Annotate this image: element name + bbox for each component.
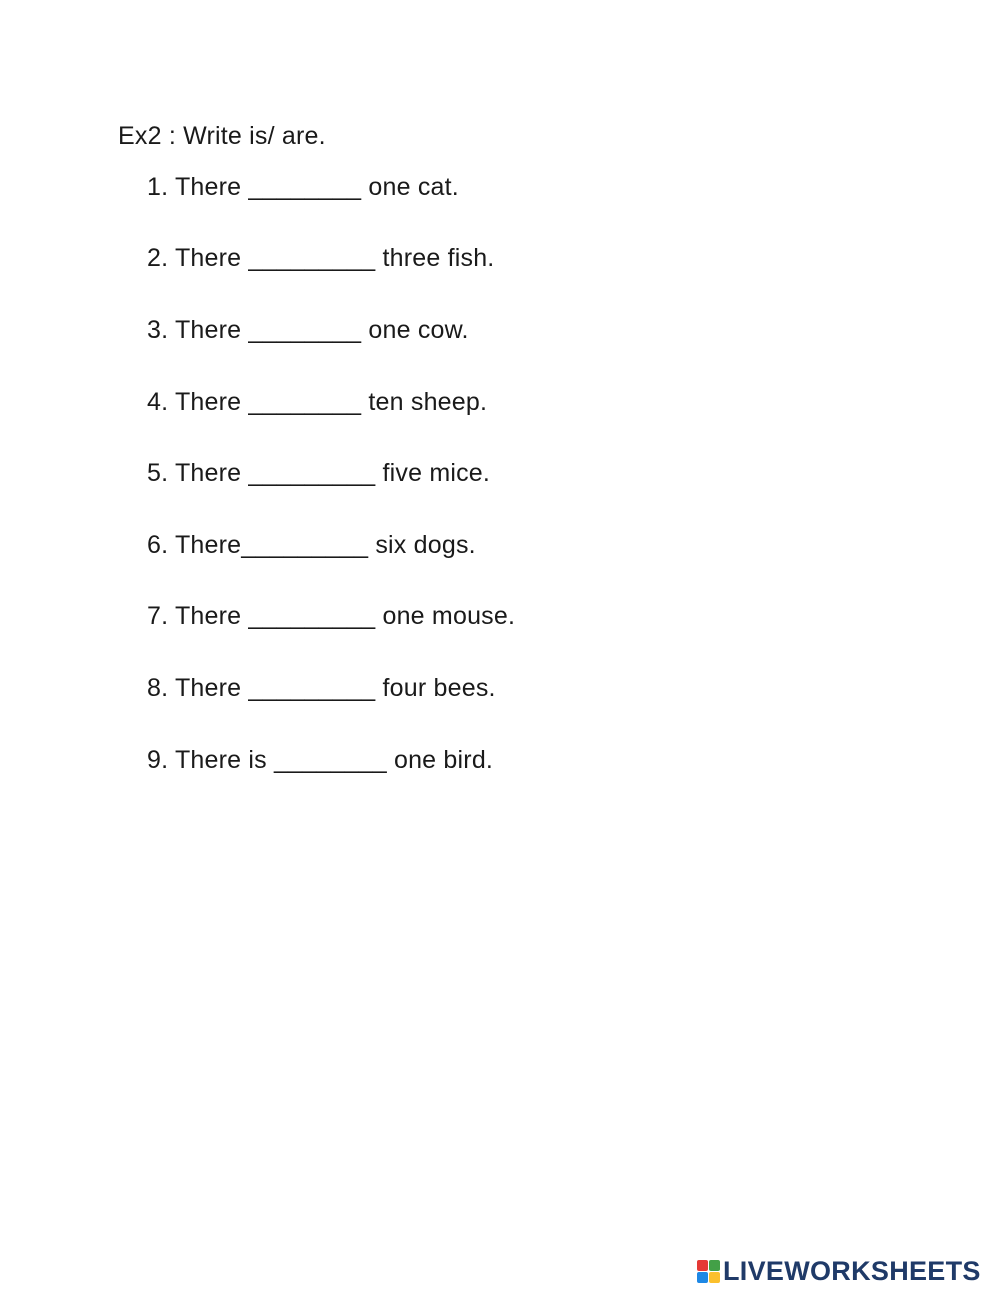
liveworksheets-logo-icon (697, 1260, 720, 1283)
logo-mark-green-square (709, 1260, 720, 1271)
exercise-item-5: 5. There _________ five mice. (147, 459, 491, 487)
exercise-item-6: 6. There_________ six dogs. (147, 531, 476, 559)
liveworksheets-logo (697, 1255, 981, 1287)
exercise-item-8: 8. There _________ four bees. (147, 674, 496, 702)
exercise-item-7: 7. There _________ one mouse. (147, 602, 516, 630)
logo-mark-yellow-square (709, 1272, 720, 1283)
logo-text: LIVEWORKSHEETS (723, 1256, 981, 1286)
exercise-item-9: 9. There is ________ one bird. (147, 746, 494, 774)
exercise-item-4: 4. There ________ ten sheep. (147, 388, 488, 416)
logo-mark-blue-square (697, 1272, 708, 1283)
exercise-item-3: 3. There ________ one cow. (147, 316, 469, 344)
exercise-heading: Ex2 : Write is/ are. (118, 122, 326, 150)
logo-mark-red-square (697, 1260, 708, 1271)
exercise-item-2: 2. There _________ three fish. (147, 244, 495, 272)
exercise-item-1: 1. There ________ one cat. (147, 173, 459, 201)
